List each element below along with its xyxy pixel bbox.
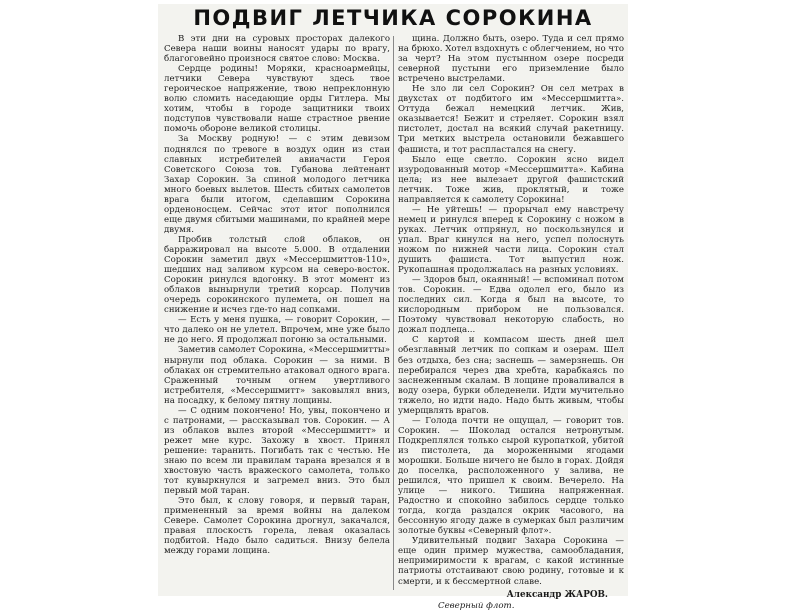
article-paragraph: — Есть у меня пушка, — говорит Сорокин, — что далеко он не улетел. Впрочем, мне уже было не до него. Я продолжал погоню за остальными.: [164, 315, 390, 346]
article-paragraph: С картой и компасом шесть дней шел обезглавный летчик по сопкам и озерам. Шел без отдыха, без сна; заснешь — замерзнешь. Он перебирался через два хребта, карабкаясь по заснеженным скалам. В лощине проваливался в воду озера, бурки обледенели. Идти мучительно тяжело, но идти надо. Надо быть живым, чтобы умерщвлять врагов.: [398, 335, 624, 416]
article-paragraph: щина. Должно быть, озеро. Туда и сел прямо на брюхо. Хотел вздохнуть с облегчением, но что за черт? На этом пустынном озере посреди северной пустыни его приземление было встречено выстрелами.: [398, 34, 624, 85]
article-right-column: [398, 34, 624, 611]
article-paragraph: За Москву родную! — с этим девизом поднялся по тревоге в воздух один из стаи славных истребителей авиачасти Героя Советского Союза тов. Губанова лейтенант Захар Сорокин. За спиной молодого летчика много боевых вылетов. Шесть сбитых самолетов врага были итогом, сделавшим Сорокина орденоносцем. Сейчас этот итог пополнился еще двумя сбитыми машинами, по крайней мере двумя.: [164, 134, 390, 235]
article-paragraph: — Голода почти не ощущал, — говорит тов. Сорокин. — Шоколад остался нетронутым. Подкреплялся только сырой куропаткой, убитой из пистолета, да мороженными ягодами морошки. Больше ничего не было в горах. Дойдя до поселка, расположенного у залива, не решился, что пришел к своим. Вечерело. На улице — никого. Тишина напряженная. Радостно и спокойно забилось сердце только тогда, когда раздался окрик часового, на бессонную ягоду даже в сумерках был различим золотые буквы «Северный флот».: [398, 415, 624, 537]
article-left-column: [164, 34, 390, 594]
article-paragraph: В эти дни на суровых просторах далекого Севера наши воины наносят удары по врагу, благоговейно произнося святое слово: Москва.: [164, 34, 390, 65]
article-paragraph: — С одним покончено! Но, увы, покончено и с патронами, — рассказывал тов. Сорокин. — А из облаков вылез второй «Мессершмитт» и режет мне курс. Захожу в хвост. Принял решение: таранить. Погибать так с честью. Не знаю по всем ли правилам тарана врезался я в хвостовую часть вражеского самолета, только тот кувыркнулся и загремел вниз. Это был первый мой таран.: [164, 405, 390, 497]
article-paragraph: — Здоров был, окаянный! — вспоминал потом тов. Сорокин. — Едва одолел его, было из последних сил. Когда я был на высоте, то кислородным прибором не пользовался. Поэтому чувствовал некоторую слабость, но дожал подлеца...: [398, 275, 624, 336]
newspaper-clipping: [158, 4, 628, 611]
author-affiliation: Северный флот.: [438, 600, 515, 611]
article-paragraph: Заметив самолет Сорокина, «Мессершмитты» нырнули под облака. Сорокин — за ними. В облаках он стремительно атаковал одного врага. Сраженный точным огнем увертливого истребителя, «Мессершмитт» заковылял вниз, на посадку, к белому пятну лощины.: [164, 345, 390, 406]
article-headline: ПОДВИГ ЛЕТЧИКА СОРОКИНА: [193, 6, 593, 30]
article-paragraph: Сердце родины! Моряки, красноармейцы, летчики Севера чувствуют здесь твое героическое напряжение, твою непреклонную волю сломить наседающие орды Гитлера. Мы хотим, чтобы в городе защитники твоих подступов чувствовали наше страстное рвение помочь обороне великой столицы.: [164, 64, 390, 135]
column-divider: [393, 36, 394, 590]
article-paragraph: Не зло ли сел Сорокин? Он сел метрах в двухстах от подбитого им «Мессершмитта». Оттуда бежал немецкий летчик. Жив, оказывается! Бежит и стреляет. Сорокин взял пистолет, достал на всякий случай ракетницу. Три метких выстрела остановили бежавшего фашиста, и тот распластался на снегу.: [398, 84, 624, 155]
article-paragraph: — Не уйтешь! — прорычал ему навстречу немец и ринулся вперед к Сорокину с ножом в руках. Летчик отпрянул, но поскользнулся и упал. Враг кинулся на него, успел полоснуть ножом по нижней части лица. Сорокин стал душить фашиста. Тот выпустил нож. Рукопашная продолжалась на разных условиях.: [398, 204, 624, 276]
article-paragraph: Пробив толстый слой облаков, он барражировал на высоте 5.000. В отдалении Сорокин заметил двух «Мессершмиттов-110», шедших над заливом курсом на северо-восток. Сорокин ринулся вдогонку. В этот момент из облаков вынырнули третий корсар. Получив очередь сорокинского пулемета, он пошел на снижение и исчез где-то над сопками.: [164, 234, 390, 316]
author-signature: Александр ЖАРОВ.: [506, 589, 608, 600]
article-paragraph: Удивительный подвиг Захара Сорокина — еще один пример мужества, самообладания, непримиримости к врагам, с какой истинные патриоты отстаивают свою родину, готовые и к смерти, и к бессмертной славе.: [398, 536, 624, 587]
article-paragraph: Было еще светло. Сорокин ясно видел изуродованный мотор «Мессершмитта». Кабина цела; из нее вылезает другой фашистский летчик. Тоже жив, проклятый, и тоже направляется к самолету Сорокина!: [398, 154, 624, 205]
article-paragraph: Это был, к слову говоря, и первый таран, примененный за время войны на далеком Севере. Самолет Сорокина дрогнул, закачался, правая плоскость горела, левая оказалась подбитой. Надо было садиться. Внизу белела между горами лощина.: [164, 496, 390, 557]
